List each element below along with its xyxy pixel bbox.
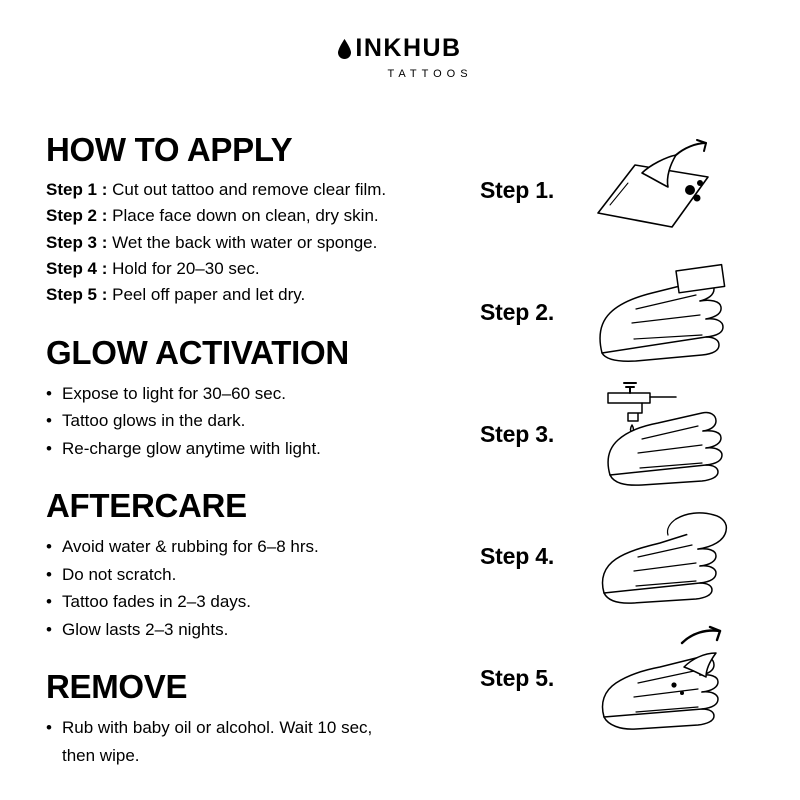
list-item: • Tattoo fades in 2–3 days. [46, 588, 466, 616]
apply-step-text: Wet the back with water or sponge. [112, 232, 378, 252]
apply-step-text: Cut out tattoo and remove clear film. [112, 179, 387, 199]
apply-step-label: Step 1 : [46, 179, 108, 199]
apply-step [46, 256, 466, 282]
apply-step-text: Hold for 20–30 sec. [112, 258, 260, 278]
list-item: • Do not scratch. [46, 561, 466, 589]
illustration-step-1 [480, 132, 780, 248]
hand-pressing-tattoo-icon [580, 501, 750, 611]
apply-step-text: Place face down on clean, dry skin. [112, 206, 379, 226]
apply-step-label: Step 3 : [46, 232, 108, 252]
brand-row [338, 36, 461, 61]
peeling-tattoo-sheet-icon [580, 135, 750, 245]
list-item: • Glow lasts 2–3 nights. [46, 616, 466, 644]
brand-header [0, 36, 800, 80]
illustration-step-5 [480, 620, 780, 736]
illustration-step-2 [480, 254, 780, 370]
illustration-step-3 [480, 376, 780, 492]
apply-step-text: Peel off paper and let dry. [112, 285, 306, 305]
section-title-glow-activation: GLOW ACTIVATION [46, 333, 349, 371]
list-item: • Rub with baby oil or alcohol. Wait 10 sec, then wipe. [46, 714, 387, 769]
list-item: • Tattoo glows in the dark. [46, 407, 466, 435]
ink-drop-icon [338, 39, 351, 59]
hand-with-tattoo-placed-icon [580, 257, 750, 367]
list-item: • Re-charge glow anytime with light. [46, 435, 466, 463]
apply-step [46, 282, 466, 308]
apply-step-label: Step 5 : [46, 285, 108, 305]
section-title-aftercare: AFTERCARE [46, 487, 247, 525]
illustration-label: Step 1. [480, 176, 555, 203]
brand-subtitle: TATTOOS [387, 67, 473, 80]
faucet-water-over-hand-icon [580, 379, 750, 489]
list-item: • Avoid water & rubbing for 6–8 hrs. [46, 533, 466, 561]
glow-activation-list [46, 380, 466, 463]
apply-step-label: Step 2 : [46, 206, 108, 226]
illustration-label: Step 5. [480, 664, 555, 691]
list-item: • Expose to light for 30–60 sec. [46, 380, 466, 408]
brand-name: INKHUB [355, 34, 462, 62]
instructions-column [46, 132, 466, 769]
illustration-label: Step 4. [480, 542, 555, 569]
apply-step [46, 230, 466, 256]
illustrations-column [480, 132, 780, 742]
section-title-how-to-apply: HOW TO APPLY [46, 131, 293, 168]
remove-list [46, 714, 466, 769]
illustration-step-4 [480, 498, 780, 614]
aftercare-list [46, 533, 466, 643]
illustration-label: Step 2. [480, 298, 555, 325]
apply-step [46, 203, 466, 229]
apply-step-label: Step 4 : [46, 258, 108, 278]
apply-step [46, 177, 466, 203]
peeling-paper-off-hand-icon [580, 623, 750, 733]
illustration-label: Step 3. [480, 420, 555, 447]
section-title-remove: REMOVE [46, 668, 188, 706]
